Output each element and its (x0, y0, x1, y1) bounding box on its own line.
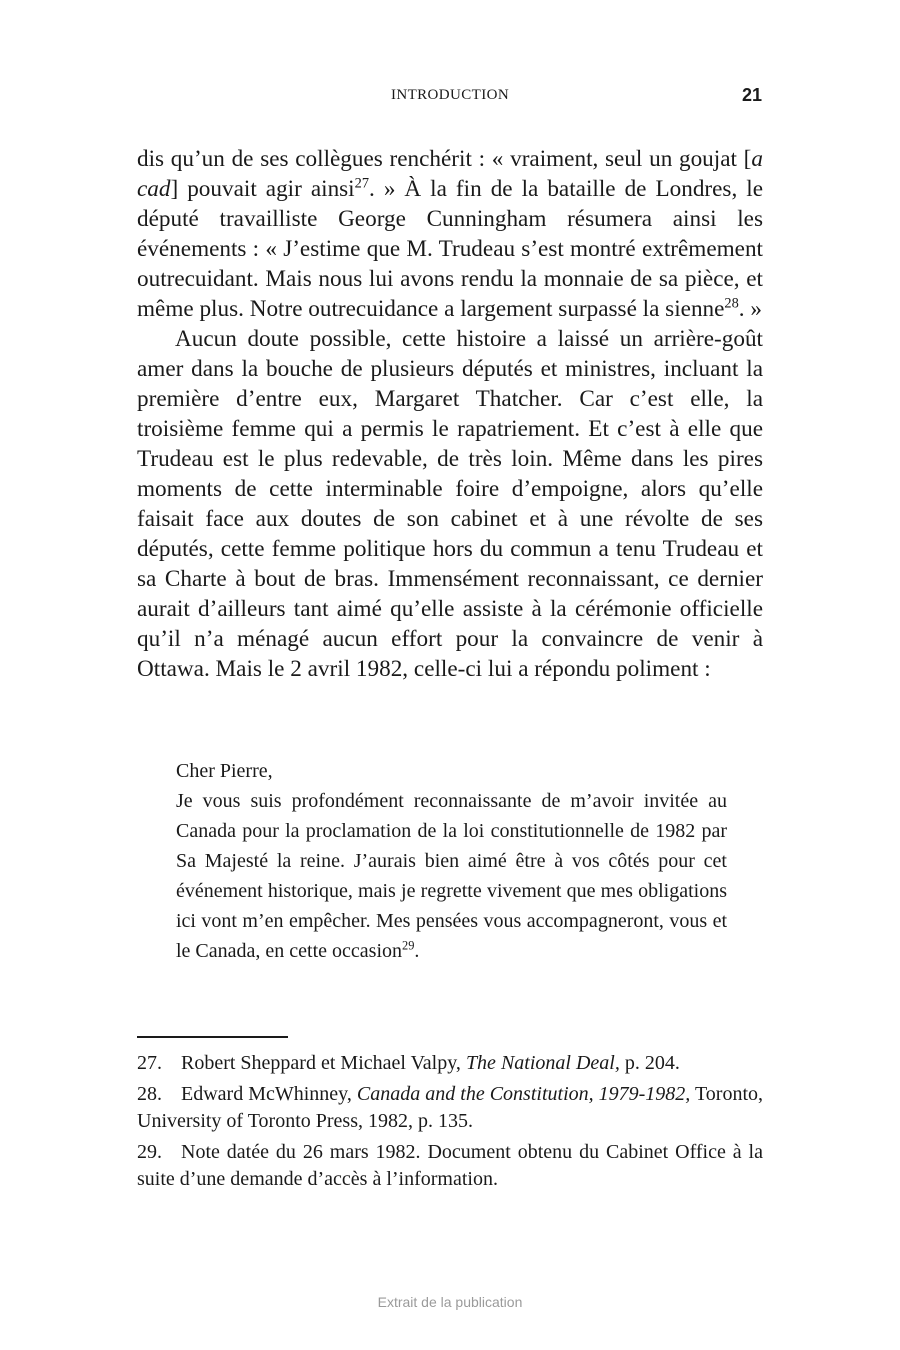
publication-watermark: Extrait de la publication (377, 1294, 523, 1310)
note-ref-28: 28 (724, 295, 739, 312)
letter-salutation: Cher Pierre, (176, 760, 273, 782)
quoted-letter (176, 756, 727, 966)
note-ref-29: 29 (402, 938, 415, 953)
footnote-number: 29. (137, 1141, 162, 1163)
running-header: INTRODUCTION (390, 87, 510, 103)
footnote-text: Robert Sheppard et Michael Valpy, (181, 1052, 466, 1074)
letter-body-end: . (414, 940, 420, 962)
paragraph-1-text-b: ] pouvait agir ainsi (170, 176, 355, 202)
paragraph-1-italic: a cad (137, 146, 763, 202)
footnote-text-end: p. 204. (619, 1052, 680, 1074)
paragraph-1 (137, 144, 763, 324)
footnote-number: 27. (137, 1052, 162, 1074)
page-number: 21 (741, 85, 762, 105)
paragraph-1-text-c: . » À la fin de la bataille de Londres, le député travailliste George Cunningham résumera ainsi les événements : « J’estime que M. Trudeau s’est montré extrêmement outrecuidant. Mais nous lui avons rendu la monnaie de sa pièce, et même plus. Notre outrecuidance a largement surpassé la sienne (137, 176, 763, 322)
paragraph-1-text-a: dis qu’un de ses collègues renchérit : « vraiment, seul un goujat [ (137, 146, 752, 172)
footnote-separator (137, 1036, 288, 1038)
footnote-28 (137, 1081, 763, 1135)
letter-body-text: Je vous suis profondément reconnaissante de m’avoir invitée au Canada pour la proclamation de la loi constitutionnelle de 1982 par Sa Majesté la reine. J’aurais bien aimé être à vos côtés pour cet événement historique, mais je regrette vivement que mes obligations ici vont m’en empêcher. Mes pensées vous accompagneront, vous et le Canada, en cette occasion (176, 790, 727, 962)
footnotes (137, 1050, 763, 1197)
paragraph-1-text-d: . » (738, 296, 762, 322)
footnote-text-end: Toronto, University of Toronto Press, 1982, p. 135. (137, 1083, 764, 1132)
paragraph-2: Aucun doute possible, cette histoire a laissé un arrière-goût amer dans la bouche de plusieurs députés et ministres, incluant la première d’entre eux, Margaret Thatcher. Car c’est elle, la troisième femme qui a permis le rapatriement. Et c’est à elle que Trudeau est le plus redevable, de très loin. Même dans les pires moments de cette interminable foire d’empoigne, alors qu’elle faisait face aux doutes de son cabinet et à une révolte de ses députés, cette femme politique hors du commun a tenu Trudeau et sa Charte à bout de bras. Immensément reconnaissant, ce dernier aurait d’ailleurs tant aimé qu’elle assiste à la cérémonie officielle qu’il n’a ménagé aucun effort pour la convaincre de venir à Ottawa. Mais le 2 avril 1982, celle-ci lui a répondu poliment : (137, 326, 763, 682)
footnote-29 (137, 1139, 763, 1193)
letter-body (176, 786, 727, 966)
note-ref-27: 27 (354, 175, 370, 192)
footnote-number: 28. (137, 1083, 162, 1105)
footnote-text: Note datée du 26 mars 1982. Document obtenu du Cabinet Office à la suite d’une demande d’accès à l’information. (137, 1141, 763, 1190)
footnote-text: Edward McWhinney, (181, 1083, 357, 1105)
main-text (137, 144, 763, 684)
footnote-27 (137, 1050, 763, 1077)
footnote-title: The National Deal, (465, 1052, 620, 1074)
footnote-title: Canada and the Constitution, 1979-1982, (356, 1083, 691, 1105)
